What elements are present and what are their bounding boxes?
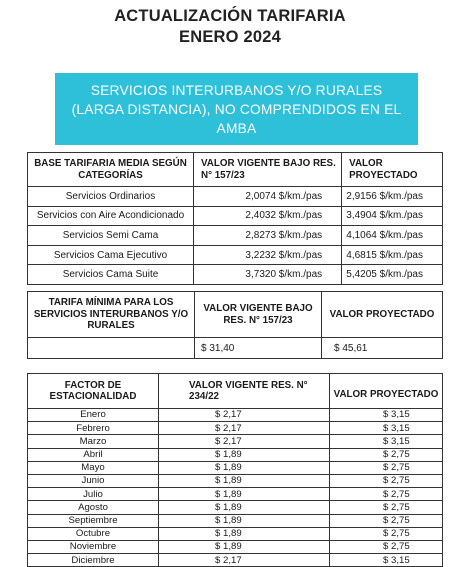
table-row xyxy=(28,488,443,501)
cell-proyectado: $ 2,75 xyxy=(330,501,443,514)
cell-proyectado: 2,9156 $/km./pas xyxy=(342,187,443,207)
table-row xyxy=(28,338,443,359)
cell-proyectado: $ 2,75 xyxy=(330,488,443,501)
table-row xyxy=(28,540,443,553)
base-tarifaria-table xyxy=(27,152,443,285)
table-header-row xyxy=(28,374,443,409)
cell-categoria: Servicios Semi Cama xyxy=(28,226,194,246)
column-header-vigente: VALOR VIGENTE RES. N° 234/22 xyxy=(159,374,330,409)
cell-vigente: $ 1,89 xyxy=(159,461,330,474)
cell-categoria: Servicios Cama Suite xyxy=(28,265,194,285)
cell-proyectado: 5,4205 $/km./pas xyxy=(342,265,443,285)
cell-mes: Febrero xyxy=(28,422,159,435)
cell-proyectado: $ 2,75 xyxy=(330,448,443,461)
table-row xyxy=(28,448,443,461)
cell-vigente: $ 2,17 xyxy=(159,435,330,448)
cell-mes: Julio xyxy=(28,488,159,501)
table-row xyxy=(28,461,443,474)
table-row xyxy=(28,187,443,207)
cell-vigente: $ 1,89 xyxy=(159,474,330,487)
cell-vigente: $ 2,17 xyxy=(159,409,330,422)
table-row xyxy=(28,245,443,265)
cell-vigente: $ 1,89 xyxy=(159,501,330,514)
table-row xyxy=(28,422,443,435)
cell-mes: Abril xyxy=(28,448,159,461)
cell-proyectado: $ 3,15 xyxy=(330,422,443,435)
cell-categoria: Servicios Ordinarios xyxy=(28,187,194,207)
table-row xyxy=(28,435,443,448)
title-line-1: ACTUALIZACIÓN TARIFARIA xyxy=(114,7,346,25)
cell-mes: Marzo xyxy=(28,435,159,448)
section-banner xyxy=(55,73,418,145)
cell-mes: Junio xyxy=(28,474,159,487)
table-row xyxy=(28,474,443,487)
cell-proyectado: $ 2,75 xyxy=(330,514,443,527)
cell-vigente: 3,2232 $/km./pas xyxy=(194,245,342,265)
cell-mes: Noviembre xyxy=(28,540,159,553)
tarifa-minima-table xyxy=(27,291,443,359)
cell-vigente: $ 1,89 xyxy=(159,514,330,527)
cell-proyectado: $ 45,61 xyxy=(322,338,443,359)
column-header-vigente: VALOR VIGENTE BAJO RES. N° 157/23 xyxy=(194,153,342,187)
cell-vigente: $ 2,17 xyxy=(159,422,330,435)
banner-text: SERVICIOS INTERURBANOS Y/O RURALES (LARGA DISTANCIA), NO COMPRENDIDOS EN EL AMBA xyxy=(71,82,402,136)
table-header-row xyxy=(28,153,443,187)
cell-proyectado: $ 2,75 xyxy=(330,461,443,474)
cell-vigente: 2,4032 $/km./pas xyxy=(194,206,342,226)
column-header-tarifa-minima: TARIFA MÍNIMA PARA LOS SERVICIOS INTERURBANOS Y/O RURALES xyxy=(28,292,195,338)
table-row xyxy=(28,226,443,246)
cell-vigente: $ 2,17 xyxy=(159,554,330,567)
cell-vigente: $ 31,40 xyxy=(195,338,322,359)
cell-vigente: $ 1,89 xyxy=(159,527,330,540)
table-row xyxy=(28,409,443,422)
cell-proyectado: 4,1064 $/km./pas xyxy=(342,226,443,246)
cell-label xyxy=(28,338,195,359)
cell-mes: Agosto xyxy=(28,501,159,514)
column-header-proyectado: VALOR PROYECTADO xyxy=(330,374,443,409)
cell-mes: Enero xyxy=(28,409,159,422)
cell-mes: Octubre xyxy=(28,527,159,540)
cell-proyectado: $ 2,75 xyxy=(330,474,443,487)
column-header-proyectado: VALOR PROYECTADO xyxy=(322,292,443,338)
cell-proyectado: $ 2,75 xyxy=(330,527,443,540)
table-row xyxy=(28,514,443,527)
table-row xyxy=(28,527,443,540)
table-row xyxy=(28,265,443,285)
cell-vigente: $ 1,89 xyxy=(159,448,330,461)
cell-vigente: 2,0074 $/km./pas xyxy=(194,187,342,207)
cell-categoria: Servicios Cama Ejecutivo xyxy=(28,245,194,265)
table-row xyxy=(28,206,443,226)
cell-proyectado: $ 3,15 xyxy=(330,409,443,422)
cell-vigente: $ 1,89 xyxy=(159,488,330,501)
cell-vigente: 2,8273 $/km./pas xyxy=(194,226,342,246)
column-header-categoria: BASE TARIFARIA MEDIA SEGÚN CATEGORÍAS xyxy=(28,153,194,187)
table-row xyxy=(28,501,443,514)
cell-proyectado: $ 2,75 xyxy=(330,540,443,553)
cell-mes: Diciembre xyxy=(28,554,159,567)
column-header-estacionalidad: FACTOR DE ESTACIONALIDAD xyxy=(28,374,159,409)
cell-categoria: Servicios con Aire Acondicionado xyxy=(28,206,194,226)
cell-proyectado: $ 3,15 xyxy=(330,435,443,448)
table-header-row xyxy=(28,292,443,338)
column-header-proyectado: VALOR PROYECTADO xyxy=(342,153,443,187)
page-title xyxy=(0,6,460,48)
cell-mes: Septiembre xyxy=(28,514,159,527)
column-header-vigente: VALOR VIGENTE BAJO RES. N° 157/23 xyxy=(195,292,322,338)
cell-proyectado: 4,6815 $/km./pas xyxy=(342,245,443,265)
estacionalidad-table xyxy=(27,373,443,567)
cell-proyectado: 3,4904 $/km./pas xyxy=(342,206,443,226)
cell-vigente: $ 1,89 xyxy=(159,540,330,553)
title-line-2: ENERO 2024 xyxy=(179,28,281,46)
cell-mes: Mayo xyxy=(28,461,159,474)
table-row xyxy=(28,554,443,567)
cell-vigente: 3,7320 $/km./pas xyxy=(194,265,342,285)
cell-proyectado: $ 3,15 xyxy=(330,554,443,567)
